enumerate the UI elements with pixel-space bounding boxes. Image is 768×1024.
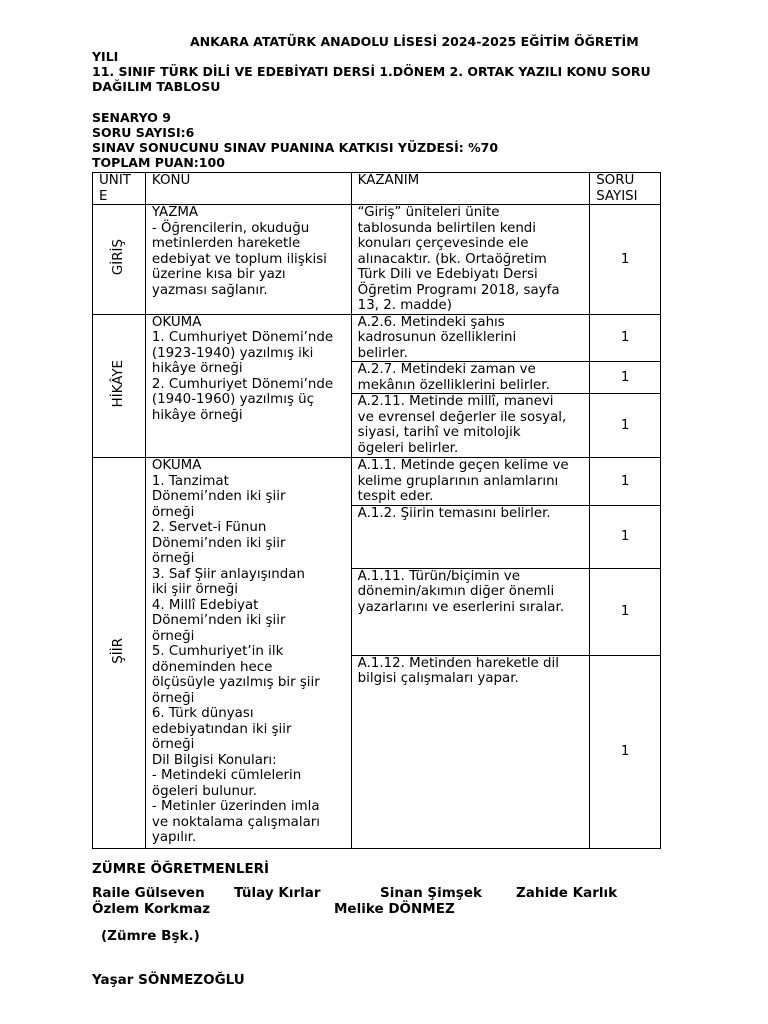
teacher-name: Melike DÖNMEZ — [334, 901, 455, 917]
unit-cell-siir — [93, 458, 146, 849]
table-header-row — [93, 173, 661, 205]
contribution-label: SINAV SONUCUNU SINAV PUANINA KATKISI YÜZDESİ: %70 — [92, 140, 499, 155]
topic-cell: YAZMA - Öğrencilerin, okuduğu metinlerden hareketle edebiyat ve toplum ilişkisi üzerine kısa bir yazı yazması sağlanır. — [145, 205, 351, 315]
teacher-name: Zahide Karlık — [516, 885, 618, 901]
outcome-cell: A.2.11. Metinde millî, manevi ve evrensel değerler ile sosyal, siyasi, tarihî ve mitolojik ögeleri belirler. — [351, 394, 590, 458]
count-cell: 1 — [590, 568, 661, 655]
principal-name: Yaşar SÖNMEZOĞLU — [92, 972, 245, 988]
table-row — [93, 205, 661, 315]
count-cell: 1 — [590, 505, 661, 568]
table-row — [93, 458, 661, 506]
count-cell: 1 — [590, 362, 661, 394]
col-count-header: SORU SAYISI — [590, 173, 661, 205]
table-row — [93, 314, 661, 362]
question-count-label: SORU SAYISI:6 — [92, 125, 195, 140]
unit-name: HİKÂYE — [111, 359, 127, 408]
col-outcome-header: KAZANIM — [351, 173, 590, 205]
document-title-line3: 11. SINIF TÜRK DİLİ VE EDEBİYATI DERSİ 1.DÖNEM 2. ORTAK YAZILI KONU SORU — [92, 64, 651, 79]
col-topic-header: KONU — [145, 173, 351, 205]
teacher-name: Sinan Şimşek — [380, 885, 482, 901]
teacher-name: Tülay Kırlar — [234, 885, 321, 901]
document-title-line2: YILI — [92, 49, 119, 64]
teacher-name: Özlem Korkmaz — [92, 901, 211, 917]
scenario-label: SENARYO 9 — [92, 110, 171, 125]
col-unit-header: UNIT E — [93, 173, 146, 205]
count-cell: 1 — [590, 394, 661, 458]
distribution-table — [92, 172, 661, 849]
unit-name: GİRİŞ — [111, 238, 127, 276]
outcome-cell: A.1.1. Metinde geçen kelime ve kelime gruplarının anlamlarını tespit eder. — [351, 458, 590, 506]
head-note: (Zümre Bşk.) — [101, 928, 200, 944]
count-cell: 1 — [590, 458, 661, 506]
teacher-name: Raile Gülseven — [92, 885, 205, 901]
topic-cell: OKUMA 1. Tanzimat Dönemi’nden iki şiir örneği 2. Servet-i Fünun Dönemi’nden iki şiir örneği 3. Saf Şiir anlayışından iki şiir örneği 4. Millî Edebiyat Dönemi’nden iki şiir örneği 5. Cumhuriyet’in ilk döneminden hece ölçüsüyle yazılmış bir şiir örneği 6. Türk dünyası edebiyatından iki şiir örneği Dil Bilgisi Konuları: - Metindeki cümlelerin ögeleri bulunur. - Metinler üzerinden imla ve noktalama çalışmaları yapılır. — [145, 458, 351, 849]
unit-cell-hikaye — [93, 314, 146, 458]
outcome-cell: “Giriş” üniteleri ünite tablosunda belirtilen kendi konuları çerçevesinde ele alınacaktır. (bk. Ortaöğretim Türk Dili ve Edebiyatı Dersi Öğretim Programı 2018, sayfa 13, 2. madde) — [351, 205, 590, 315]
zumre-title: ZÜMRE ÖĞRETMENLERİ — [92, 861, 270, 877]
document-title-line1: ANKARA ATATÜRK ANADOLU LİSESİ 2024-2025 EĞİTİM ÖĞRETİM — [190, 34, 639, 49]
unit-cell-giris — [93, 205, 146, 315]
outcome-cell: A.1.2. Şiirin temasını belirler. — [351, 505, 590, 568]
outcome-cell: A.2.6. Metindeki şahıs kadrosunun özelliklerini belirler. — [351, 314, 590, 362]
document-title-line4: DAĞILIM TABLOSU — [92, 79, 221, 94]
count-cell: 1 — [590, 314, 661, 362]
unit-name: ŞİİR — [111, 637, 127, 664]
outcome-cell: A.1.12. Metinden hareketle dil bilgisi çalışmaları yapar. — [351, 655, 590, 848]
outcome-cell: A.1.11. Türün/biçimin ve dönemin/akımın diğer önemli yazarlarını ve eserlerini sıralar. — [351, 568, 590, 655]
outcome-cell: A.2.7. Metindeki zaman ve mekânın özelliklerini belirler. — [351, 362, 590, 394]
count-cell: 1 — [590, 205, 661, 315]
total-points-label: TOPLAM PUAN:100 — [92, 155, 225, 170]
count-cell: 1 — [590, 655, 661, 848]
topic-cell: OKUMA 1. Cumhuriyet Dönemi’nde (1923-1940) yazılmış iki hikâye örneği 2. Cumhuriyet Dönemi’nde (1940-1960) yazılmış üç hikâye örneği — [145, 314, 351, 458]
